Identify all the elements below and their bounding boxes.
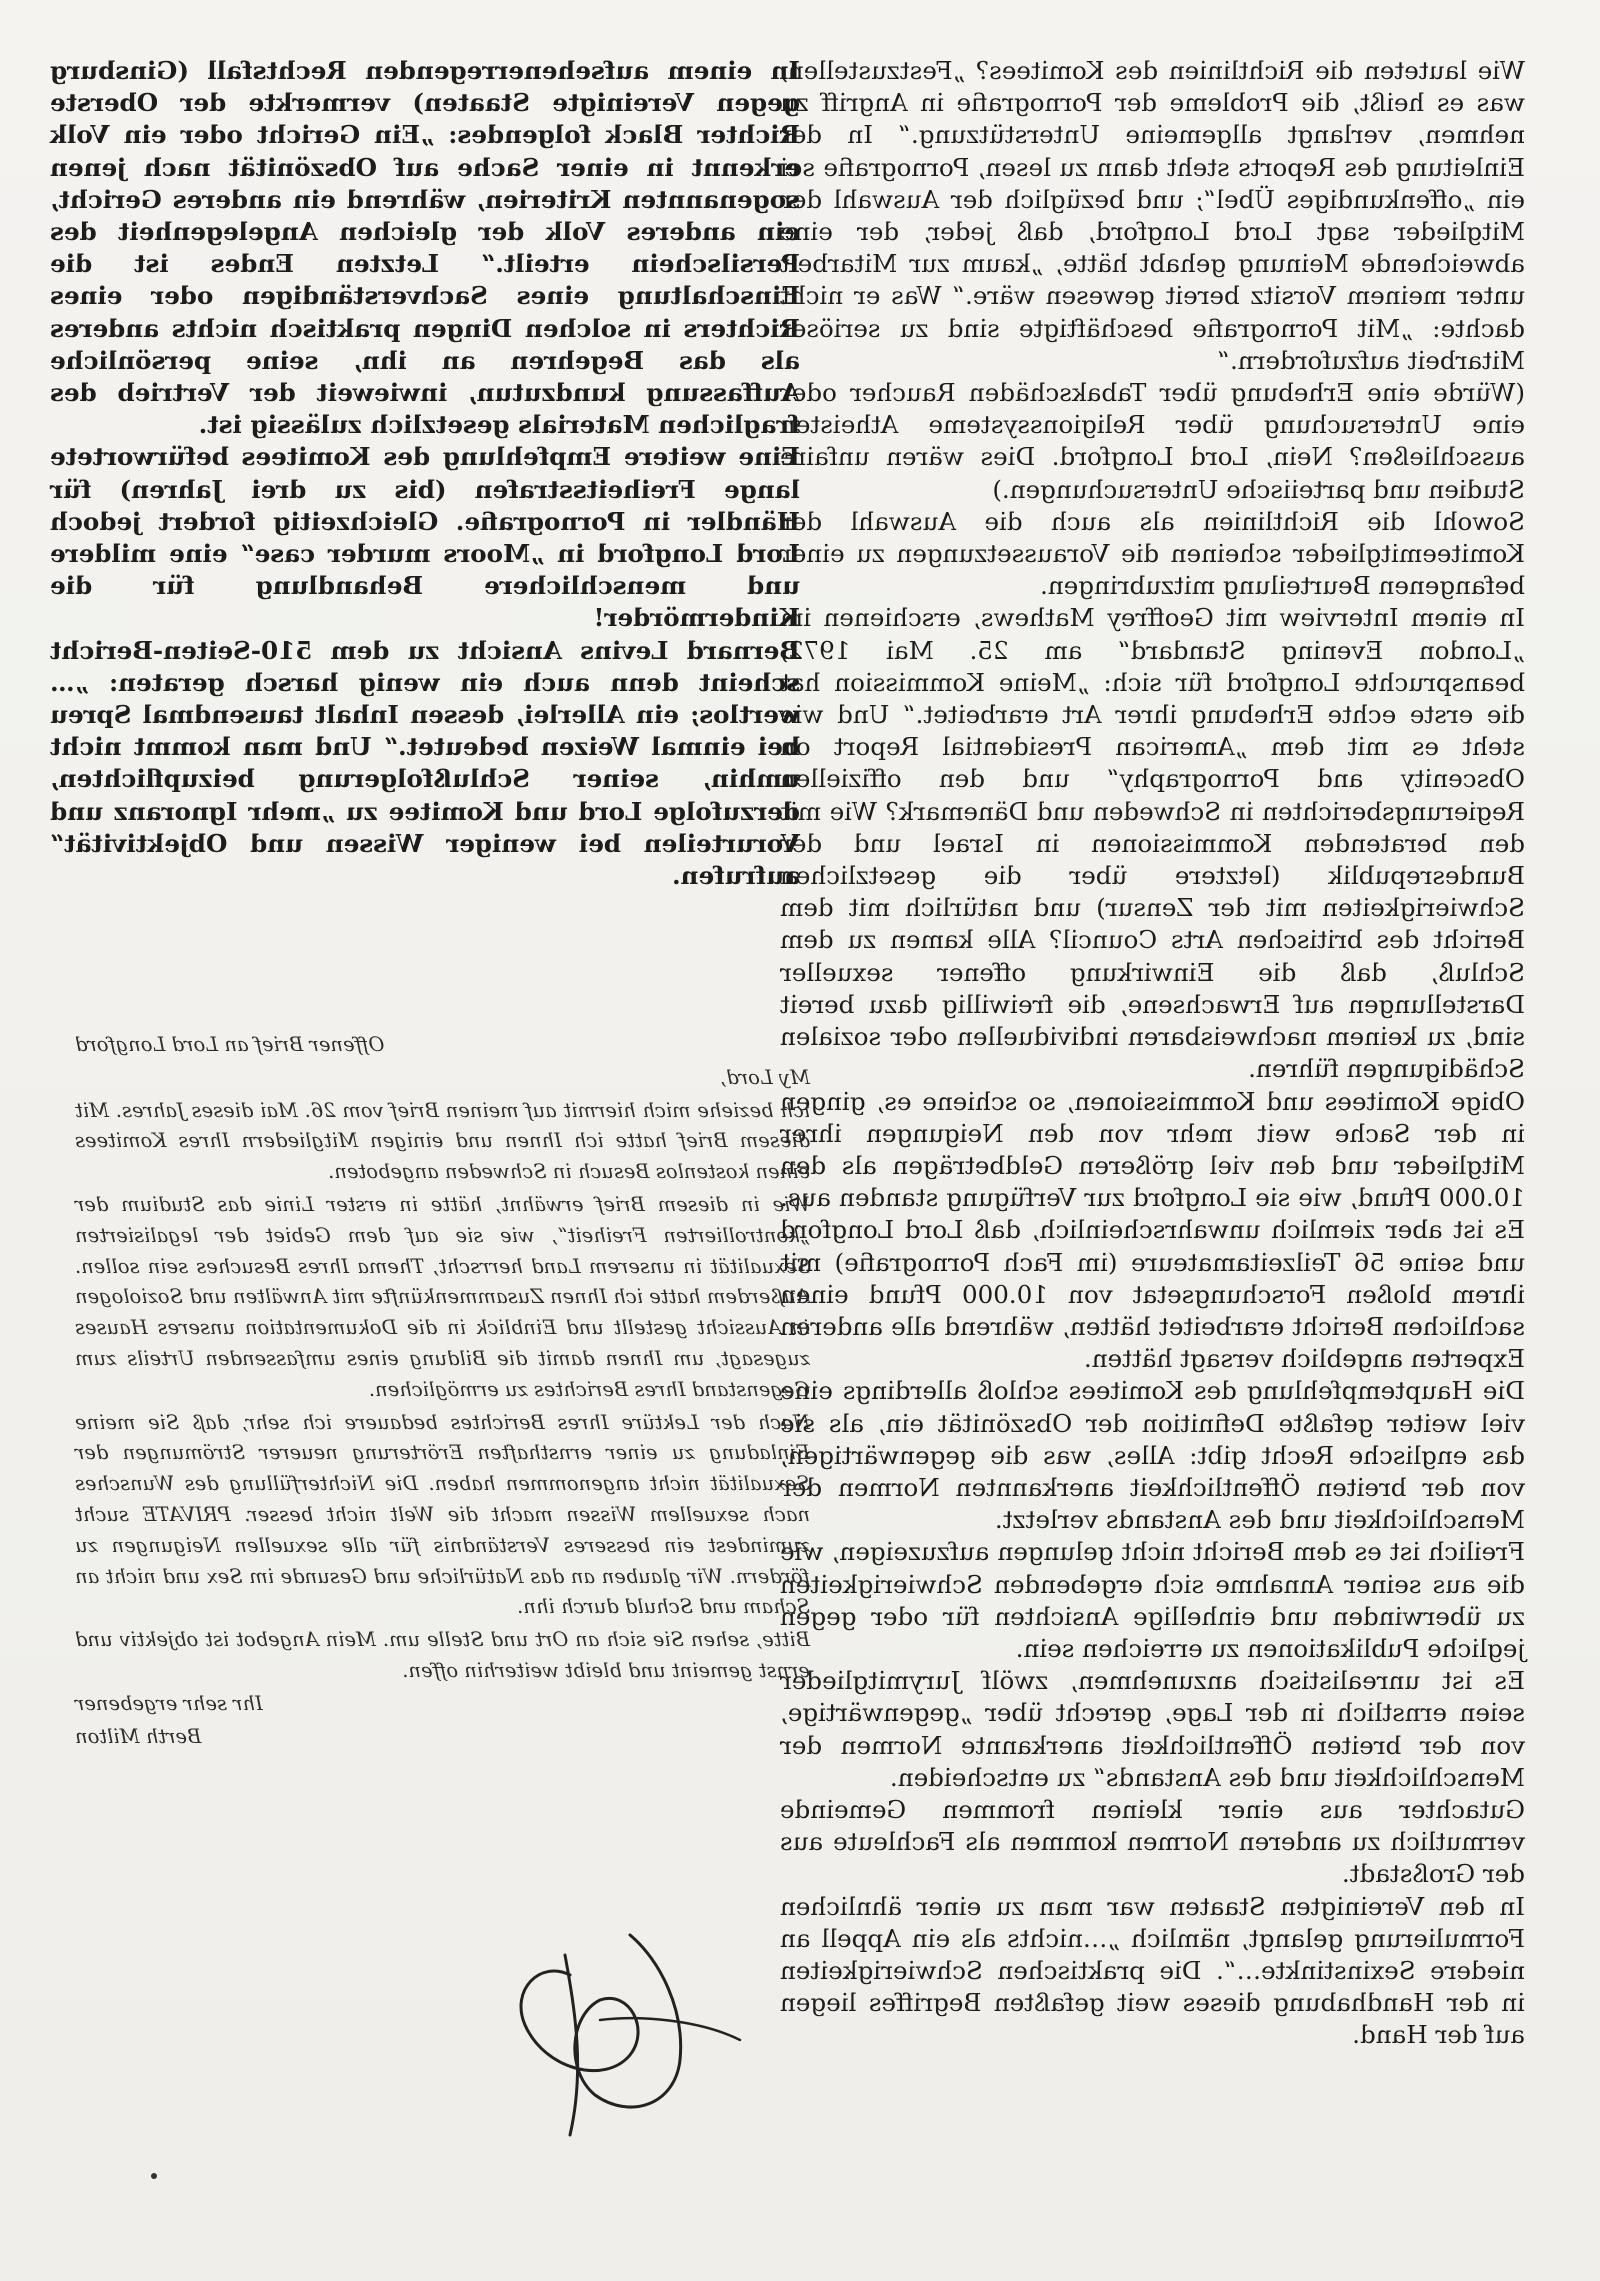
letter-paragraph: ich beziehe mich hiermit auf meinen Brief vom 26. Mai dieses Jahres. Mit diesem Brief hatte ich Ihnen und einigen Mitgliedern Ihres Komitees einen kostenlos Besuch in Schweden angeboten. [75,1098,810,1184]
letter-paragraph: Nach der Lektüre Ihres Berichtes bedauere ich sehr, daß Sie meine Einladung zu einer ernsthaften Erörterung neuerer Strömungen der Sexualität nicht angenommen haben. Die Nichterfüllung des Wunsches nach sexuellem Wissen macht die Welt nicht besser. PRIVATE sucht zumindest ein besseres Verständnis für alle sexuellen Neigungen zu fördern. Wir glauben an das Natürliche und Gesunde im Sex und nicht an Scham und Schuld durch ihn. [75,1410,810,1619]
paragraph: In einem aufsehenerregenden Rechtsfall (Ginsburg gegen Vereinigte Staaten) vermerkte der Oberste Richter Black folgendes: „Ein Gericht oder ein Volk erkennt in einer Sache auf Obszönität nach jenen sogenannten Kriterien, während ein anderes Gericht, ein anderes Volk der gleichen Angelegenheit des Persilschein erteilt.“ Letzten Endes ist die Einschaltung eines Sachverständigen oder eines Richters in solchen Dingen praktisch nichts anderes als das Begehren an ihn, seine persönliche Auffassung kundzutun, inwieweit der Vertrieb des fraglichen Materials gesetzlich zulässig ist. [50,56,800,440]
paragraph: Gutachter aus einer kleinen frommen Gemeinde vermutlich zu anderen Normen kommen als Fachleute aus der Großstadt. [780,1794,1525,1889]
paragraph: Bernard Levins Ansicht zu dem 510-Seiten-Bericht scheint denn auch ein wenig harsch geraten: „…wertlos; ein Allerlei, dessen Inhalt tausendmal Spreu bei einmal Weizen bedeutet.“ Und man kommt nicht umhin, seiner Schlußfolgerung beizupflichten, derzufolge Lord und Komitee zu „mehr Ignoranz und Vorurteilen bei weniger Wissen und Objektivität“ aufrufen. [50,635,800,891]
paragraph: Freilich ist es dem Bericht nicht gelungen aufzuzeigen, wie die aus seiner Annahme sich ergebenden Schwierigkeiten zu überwinden und einhellige Ansichten für oder gegen jegliche Publikationen zu erreichen sein. [780,1537,1525,1663]
paragraph: Es ist unrealistisch anzunehmen, zwölf Jurymitglieder seien ernstlich in der Lage, gerecht über „gegenwärtige, von der breiten Öffentlichkeit anerkannte Normen der Menschlichkeit und des Anstands“ zu entscheiden. [780,1666,1525,1792]
letter-paragraph: Bitte, sehen Sie sich an Ort und Stelle um. Mein Angebot ist objektiv und ernst gemeint und bleibt weiterhin offen. [75,1628,810,1682]
letter-signer: Berth Milton [75,1724,202,1748]
paragraph: In einem Interview mit Geoffrey Mathews, erschienen im „London Evening Standard“ am 25. Mai 1972, beanspruchte Longford für sich: „Meine Kommission hat die erste echte Erhebung ihrer Art erarbeitet.“ Und wie steht es mit dem „American Presidential Report on Obscenity and Pornography“ und den offiziellen Regierungsberichten in Schweden und Dänemark? Wie mit den beratenden Kommissionen in Israel und der Bundesrepublik (letztere über die gesetzlichen Schwierigkeiten mit der Zensur) und natürlich mit dem Bericht des britischen Arts Council? Alle kamen zu dem Schluß, daß die Einwirkung offener sexueller Darstellungen auf Erwachsene, die freiwillig dazu bereit sind, zu keinem nachweisbaren individuellen oder sozialen Schädigungen führen. [780,603,1525,1084]
paragraph: Sowohl die Richtlinien als auch die Auswahl der Komiteemitglieder scheinen die Voraussetzungen zu einer befangenen Beurteilung mitzubringen. [780,506,1525,601]
column-right [50,55,800,892]
letter-title: Offener Brief an Lord Longford [75,1033,385,1056]
column-left [780,55,1525,2052]
paragraph: Obige Komitees und Kommissionen, so schiene es, gingen in der Sache weit mehr von den Neigungen ihrer Mitglieder und den viel größeren Geldbeträgen als den 10.000 Pfund, wie sie Longford zur Verfügung standen aus. Es ist aber ziemlich unwahrscheinlich, daß Lord Longford und seine 56 Teilzeitamateure (im Fach Pornografie) mit ihrem bloßen Forschungsetat von 10.000 Pfund einen sachlichen Bericht erarbeitet hätten, während alle anderen Experten angeblich versagt hätten. [780,1086,1525,1374]
letter-salutation: My Lord, [720,1065,810,1089]
letter-paragraph: Wie in diesem Brief erwähnt, hätte in erster Linie das Studium der „kontrollierten Freiheit“, wie sie auf dem Gebiet der legalisierten Sexualität in unserem Land herrscht, Thema Ihres Besuches sein sollen. Außerdem hatte ich Ihnen Zusammenkünfte mit Anwälten und Soziologen in Aussicht gestellt und Einblick in die Dokumentation unseres Hauses zugesagt, um Ihnen damit die Bildung eines umfassenden Urteils zum Gegenstand Ihres Berichtes zu ermöglichen. [75,1192,810,1401]
paragraph: Wie lauteten die Richtlinien des Komitees? „Festzustellen, was es heißt, die Probleme der Pornografie in Angriff zu nehmen, verlangt allgemeine Unterstützung.“ In der Einleitung des Reports steht dann zu lesen, Pornografie sei ein „offenkundiges Übel“; und bezüglich der Auswahl der Mitglieder sagt Lord Longford, daß jeder, der eine abweichende Meinung gehabt hätte, „kaum zur Mitarbeit unter meinem Vorsitz bereit gewesen wäre.“ Was er nicht dachte: „Mit Pornografie beschäftigte sind zu seriöser Mitarbeit aufzufordern.“ [780,56,1525,375]
handwritten-signature [480,1920,780,2150]
paragraph: Die Hauptempfehlung des Komitees schloß allerdings eine viel weiter gefaßte Definition der Obszönität ein, als sie das englische Recht gibt: Alles, was die gegenwärtigen, von der breiten Öffentlichkeit anerkannten Normen der Menschlichkeit und des Anstands verletzt. [780,1376,1525,1535]
ink-dot [150,2172,158,2180]
paragraph: Eine weitere Empfehlung des Komitees befürwortete lange Freiheitsstrafen (bis zu drei Jahren) für Händler in Pornografie. Gleichzeitig fordert jedoch Lord Longford in „Moors murder case“ eine mildere und menschlichere Behandlung für die Kindermörder! [50,442,800,633]
letter-closing: Ihr sehr ergebener [75,1691,263,1715]
paragraph: (Würde eine Erhebung über Tabakschäden Raucher oder eine Untersuchung über Religionssysteme Atheisten ausschließen? Nein, Lord Longford. Dies wären unfaire Studien und parteiische Untersuchungen.) [780,378,1525,504]
open-letter [75,1030,810,1754]
paragraph: In den Vereinigten Staaten war man zu einer ähnlichen Formulierung gelangt, nämlich „…nichts als ein Appell an niedere Sexinstinkte…“. Die praktischen Schwierigkeiten in der Handhabung dieses weit gefaßten Begriffes liegen auf der Hand. [780,1891,1525,2050]
